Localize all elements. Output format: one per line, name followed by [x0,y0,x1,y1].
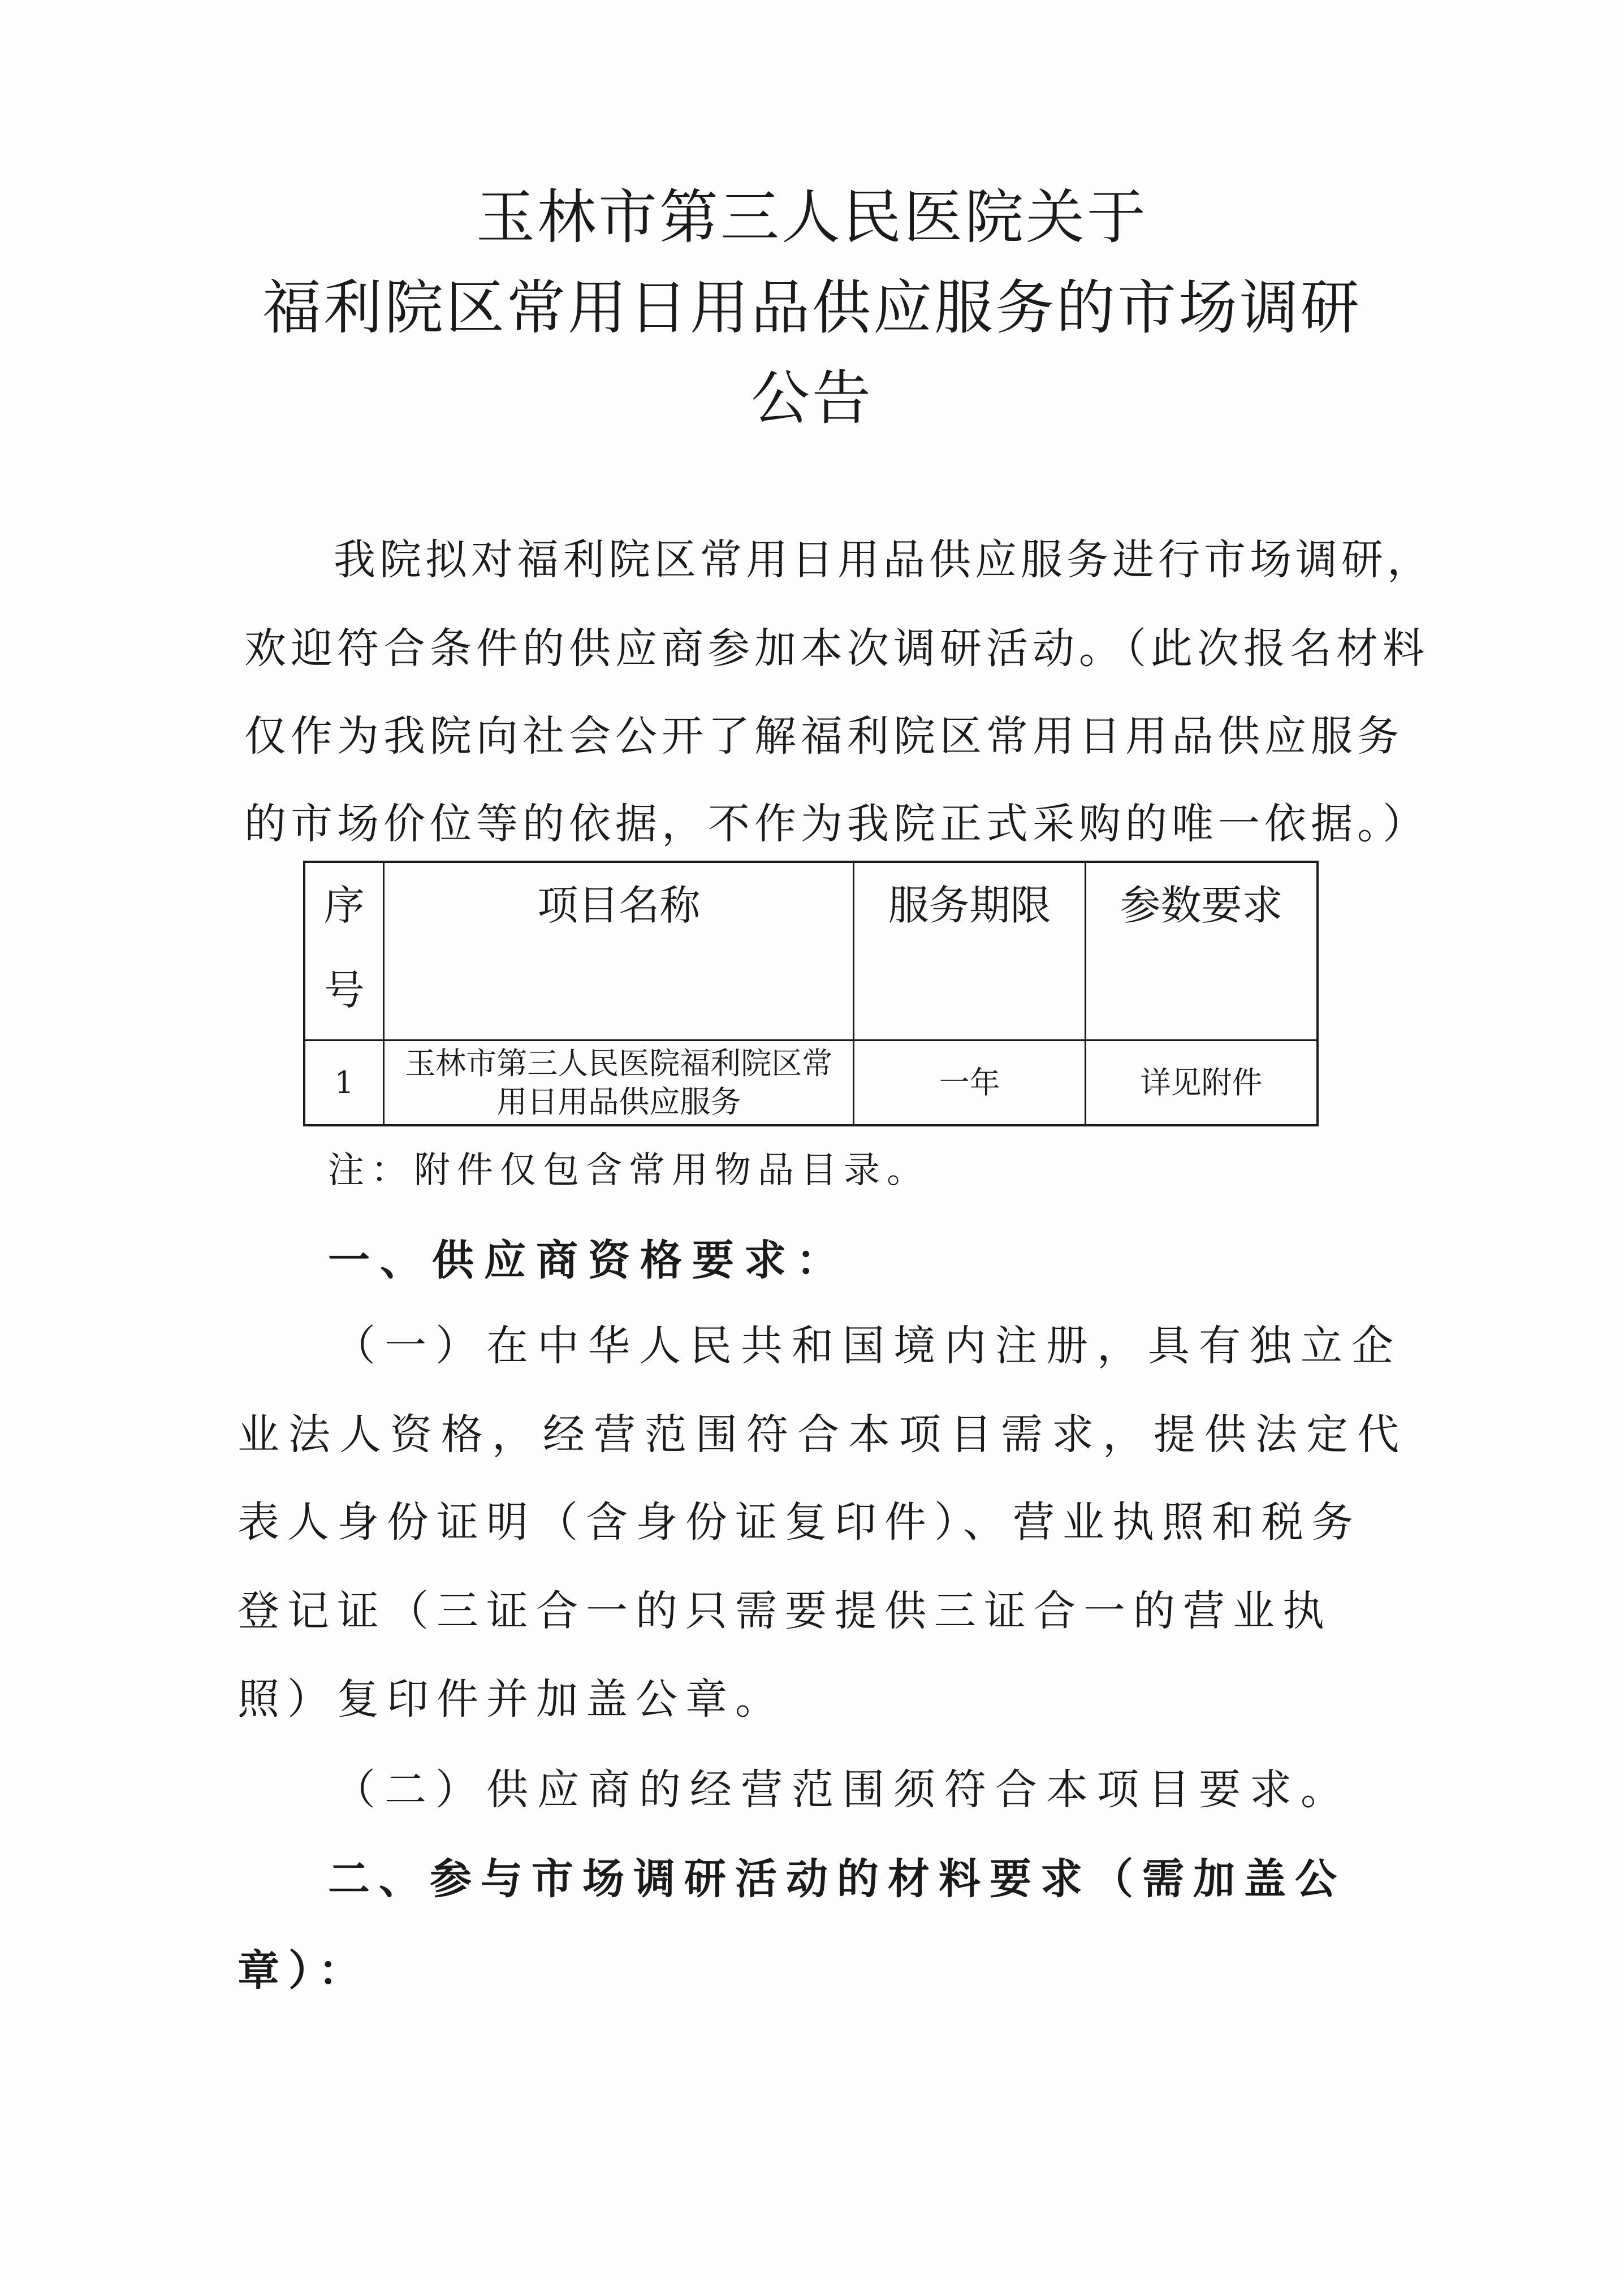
intro-line-3: 仅作为我院向社会公开了解福利院区常用日用品供应服务 [244,712,1403,761]
intro-line-4: 的市场价位等的依据，不作为我院正式采购的唯一依据。） [244,800,1429,848]
title-line-2: 福利院区常用日用品供应服务的市场调研 [262,273,1362,342]
section2-heading-line1: 二、参与市场调研活动的材料要求（需加盖公 [328,1855,1346,1903]
table-note: 注：附件仅包含常用物品目录。 [328,1150,930,1191]
title-line-3: 公告 [750,364,873,433]
table-header-row [304,862,1318,1040]
header-cell-term: 服务期限 [854,862,1086,1040]
section1-item1-line1: （一）在中华人民共和国境内注册，具有独立企 [334,1322,1402,1370]
header-cell-no: 序号 [304,862,384,1040]
cell-param: 详见附件 [1086,1040,1318,1126]
header-cell-name: 项目名称 [384,862,854,1040]
section1-item1-line4: 登记证（三证合一的只需要提供三证合一的营业执 [237,1587,1332,1635]
items-table [303,861,1319,1126]
intro-line-2: 欢迎符合条件的供应商参加本次调研活动。（此次报名材料 [244,624,1429,673]
header-cell-param: 参数要求 [1086,862,1318,1040]
section1-item2: （二）供应商的经营范围须符合本项目要求。 [334,1765,1351,1814]
title-line-1: 玉林市第三人民医院关于 [476,183,1148,252]
section1-item1-line5: 照）复印件并加盖公章。 [237,1675,785,1724]
section2-heading-line2: 章）： [237,1946,369,1995]
cell-name: 玉林市第三人民医院福利院区常用日用品供应服务 [384,1040,854,1126]
section1-item1-line2: 业法人资格，经营范围符合本项目需求，提供法定代 [237,1410,1408,1459]
section1-item1-line3: 表人身份证明（含身份证复印件）、营业执照和税务 [237,1498,1361,1547]
cell-no: 1 [304,1040,384,1126]
intro-line-1: 我院拟对福利院区常用日用品供应服务进行市场调研， [334,536,1433,584]
table-row [304,1040,1318,1126]
cell-term: 一年 [854,1040,1086,1126]
section1-heading: 一、供应商资格要求： [328,1236,848,1285]
